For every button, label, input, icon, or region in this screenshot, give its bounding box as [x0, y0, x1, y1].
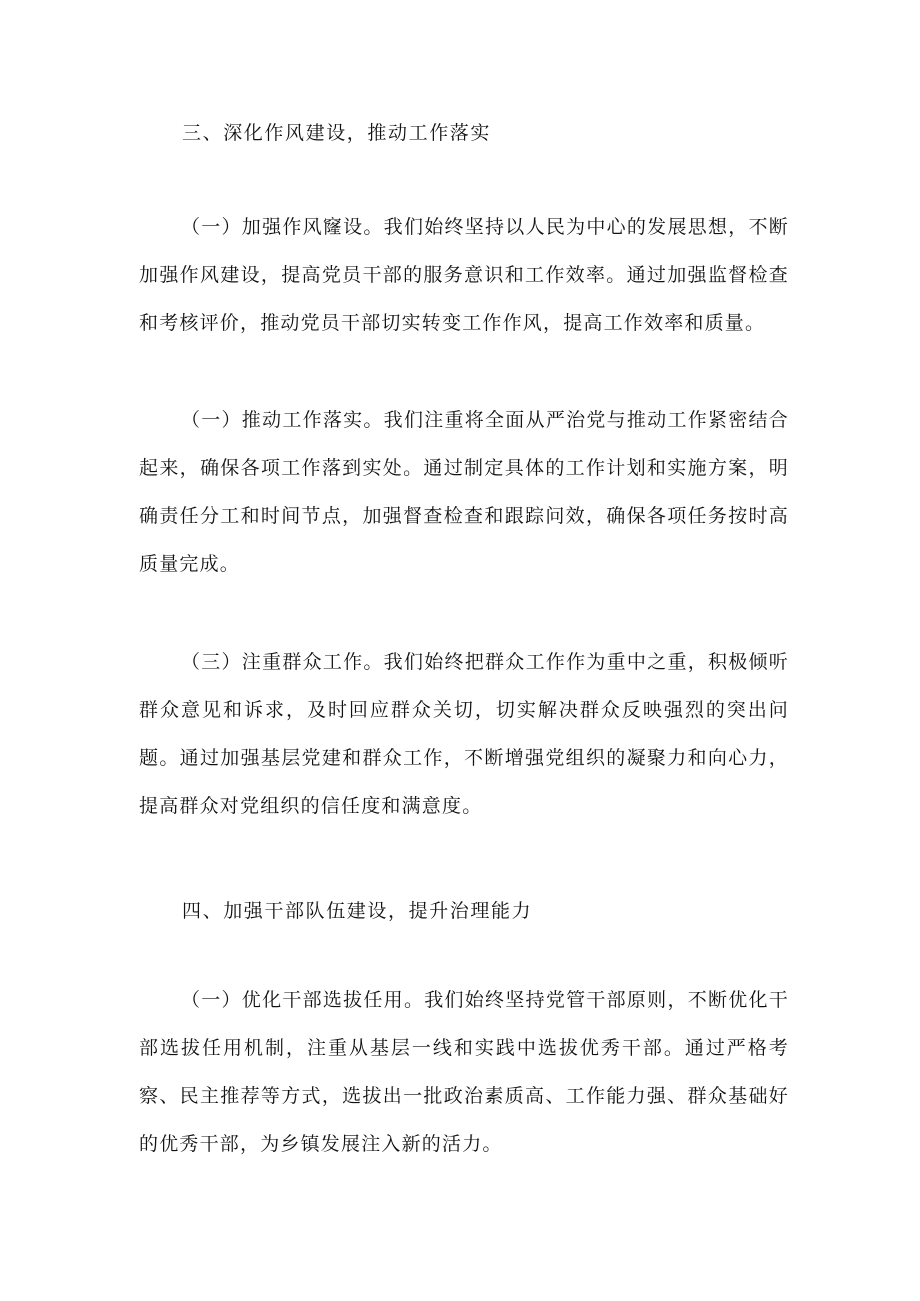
section-three-heading: 三、深化作风建设，推动工作落实 [182, 122, 492, 144]
paragraph-mass-work: （三）注重群众工作。我们始终把群众工作作为重中之重，积极倾听群众意见和诉求，及时回应群众关切，切实解决群众反映强烈的突出问题。通过加强基层党建和群众工作，不断增强党组织的凝聚力和向心力，提高群众对党组织的信任度和满意度。 [139, 651, 789, 817]
paragraph-promote-implementation: （一）推动工作落实。我们注重将全面从严治党与推动工作紧密结合起来，确保各项工作落到实处。通过制定具体的工作计划和实施方案，明确责任分工和时间节点，加强督查检查和跟踪问效，确保各项任务按时高质量完成。 [139, 409, 789, 575]
paragraph-strengthen-work-style: （一）加强作风窿设。我们始终坚持以人民为中心的发展思想，不断加强作风建设，提高党员干部的服务意识和工作效率。通过加强监督检查和考核评价，推动党员干部切实转变工作作风，提高工作效率和质量。 [139, 216, 789, 334]
section-four-heading: 四、加强干部队伍建设，提升治理能力 [182, 900, 533, 922]
paragraph-cadre-selection: （一）优化干部选拔任用。我们始终坚持党管干部原则，不断优化干部选拔任用机制，注重从基层一线和实践中选拔优秀干部。通过严格考察、民主推荐等方式，选拔出一批政治素质高、工作能力强、群众基础好的优秀干部，为乡镇发展注入新的活力。 [139, 989, 789, 1155]
